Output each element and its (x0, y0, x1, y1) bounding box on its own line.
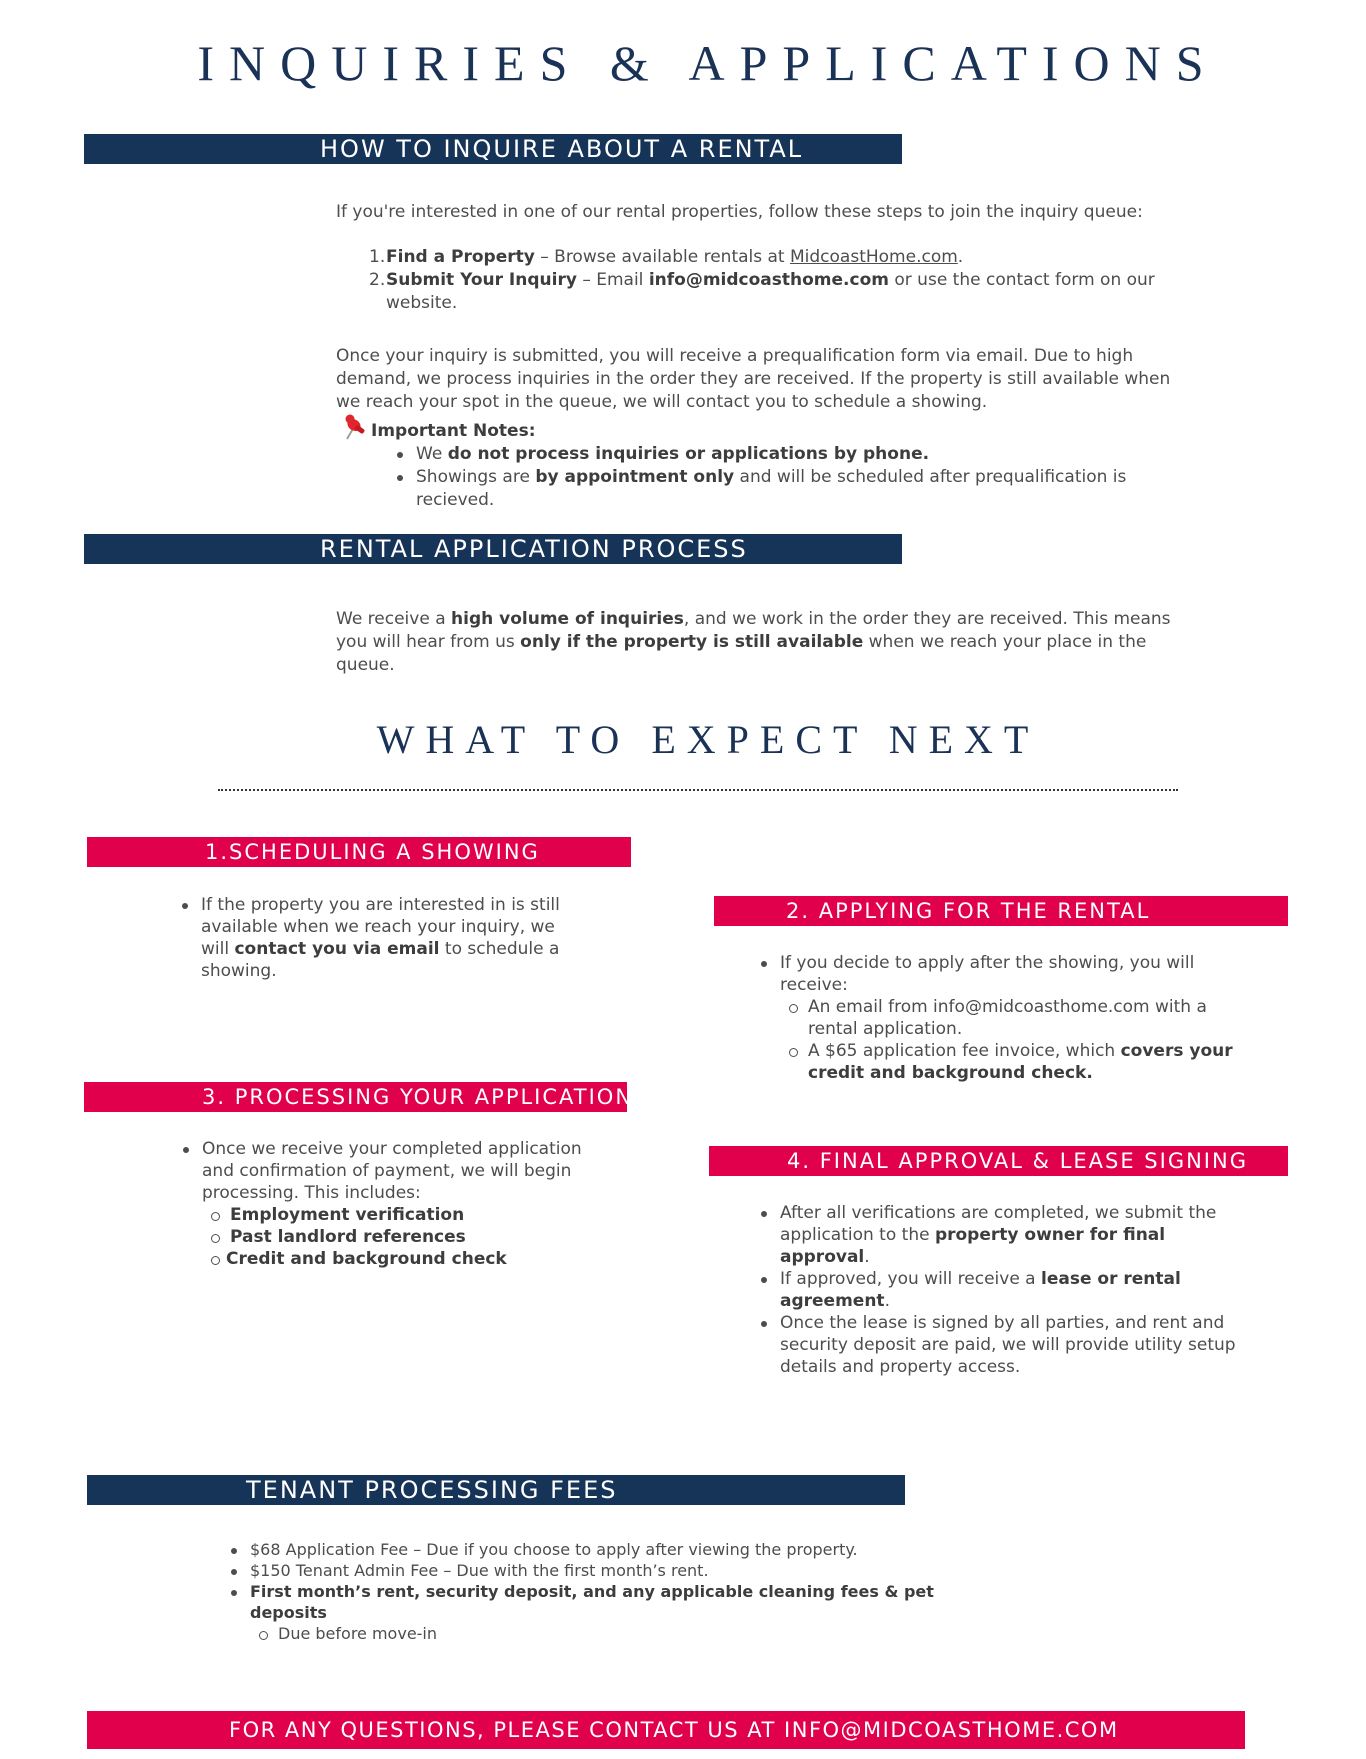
list-item: First month’s rent, security deposit, and any applicable cleaning fees & pet deposits Due before move-in (229, 1581, 989, 1644)
inquire-heading-bar (84, 134, 902, 164)
sub-item: Employment verification (202, 1204, 601, 1226)
inquire-intro: If you're interested in one of our rental properties, follow these steps to join the inquiry queue: (336, 202, 1143, 222)
page-title: INQUIRIES & APPLICATIONS (197, 35, 1219, 91)
inquire-section (336, 201, 1196, 414)
s1-heading: 1.SCHEDULING A SHOWING (205, 840, 540, 864)
email-link[interactable]: info@midcoasthome.com (648, 270, 889, 290)
sub-item: Due before move-in (250, 1623, 989, 1644)
fees-heading: TENANT PROCESSING FEES (246, 1476, 618, 1504)
next-title: WHAT TO EXPECT NEXT (376, 717, 1040, 762)
s3-heading: 3. PROCESSING YOUR APPLICATION (202, 1085, 634, 1109)
fees-body (229, 1539, 989, 1644)
sub-item: Credit and background check (202, 1248, 601, 1270)
list-item: Showings are by appointment only and will be scheduled after prequalification is recieved. (395, 466, 1191, 512)
notes-list (395, 443, 1191, 512)
s2-heading-bar (714, 896, 1288, 926)
s2-body (759, 952, 1259, 1084)
list-item: If the property you are interested in is still available when we reach your inquiry, we will contact you via email to schedule a showing. (180, 894, 560, 982)
s2-heading: 2. APPLYING FOR THE RENTAL (786, 899, 1151, 923)
divider (218, 789, 1178, 791)
process-heading-bar (84, 534, 902, 564)
inquire-steps (369, 246, 1196, 315)
list-item: If you decide to apply after the showing, you will receive: An email from info@midcoasthome.com with a rental application. A $65 application fee invoice, which covers your credit and background check. (759, 952, 1259, 1084)
inquire-heading: HOW TO INQUIRE ABOUT A RENTAL (320, 135, 804, 163)
list-item: $150 Tenant Admin Fee – Due with the first month’s rent. (229, 1560, 989, 1581)
process-paragraph: We receive a high volume of inquiries, and we work in the order they are received. This means you will hear from us only if the property is still available when we reach your place in the queue. (336, 609, 1171, 675)
s1-body (180, 894, 560, 982)
footer-bar (87, 1711, 1245, 1749)
s4-heading: 4. FINAL APPROVAL & LEASE SIGNING (787, 1149, 1248, 1173)
list-item: Once the lease is signed by all parties, and rent and security deposit are paid, we will provide utility setup details and property access. (759, 1312, 1239, 1378)
step-item: 1. Find a Property – Browse available rentals at MidcoastHome.com. (369, 247, 964, 267)
sub-item: A $65 application fee invoice, which covers your credit and background check. (780, 1040, 1259, 1084)
list-item: We do not process inquiries or applications by phone. (395, 443, 1191, 466)
pushpin-icon (342, 413, 368, 441)
notes-title: Important Notes: (371, 421, 536, 441)
list-item: $68 Application Fee – Due if you choose to apply after viewing the property. (229, 1539, 989, 1560)
footer-text: FOR ANY QUESTIONS, PLEASE CONTACT US AT INFO@MIDCOASTHOME.COM (229, 1718, 1119, 1742)
s4-body (759, 1202, 1239, 1378)
s4-heading-bar (709, 1146, 1288, 1176)
list-item: If approved, you will receive a lease or rental agreement. (759, 1268, 1239, 1312)
sub-item: Past landlord references (202, 1226, 601, 1248)
s3-body (181, 1138, 601, 1270)
fees-heading-bar (87, 1475, 905, 1505)
s1-heading-bar (87, 837, 631, 867)
s3-heading-bar (84, 1082, 634, 1112)
inquire-paragraph: Once your inquiry is submitted, you will receive a prequalification form via email. Due to high demand, we process inquiries in the order they are received. If the property is still available when we reach your spot in the queue, we will contact you to schedule a showing. (336, 346, 1171, 412)
important-notes (371, 420, 1191, 512)
sub-item: An email from info@midcoasthome.com with a rental application. (780, 996, 1259, 1040)
step-item: 2. Submit Your Inquiry – Email info@midcoasthome.com or use the contact form on our website. (369, 270, 1155, 313)
list-item: Once we receive your completed application and confirmation of payment, we will begin processing. This includes: Employment verification Past landlord references Credit and background check (181, 1138, 601, 1270)
midcoasthome-link[interactable]: MidcoastHome.com (790, 247, 958, 267)
process-heading: RENTAL APPLICATION PROCESS (320, 535, 748, 563)
list-item: After all verifications are completed, we submit the application to the property owner for final approval. (759, 1202, 1239, 1268)
